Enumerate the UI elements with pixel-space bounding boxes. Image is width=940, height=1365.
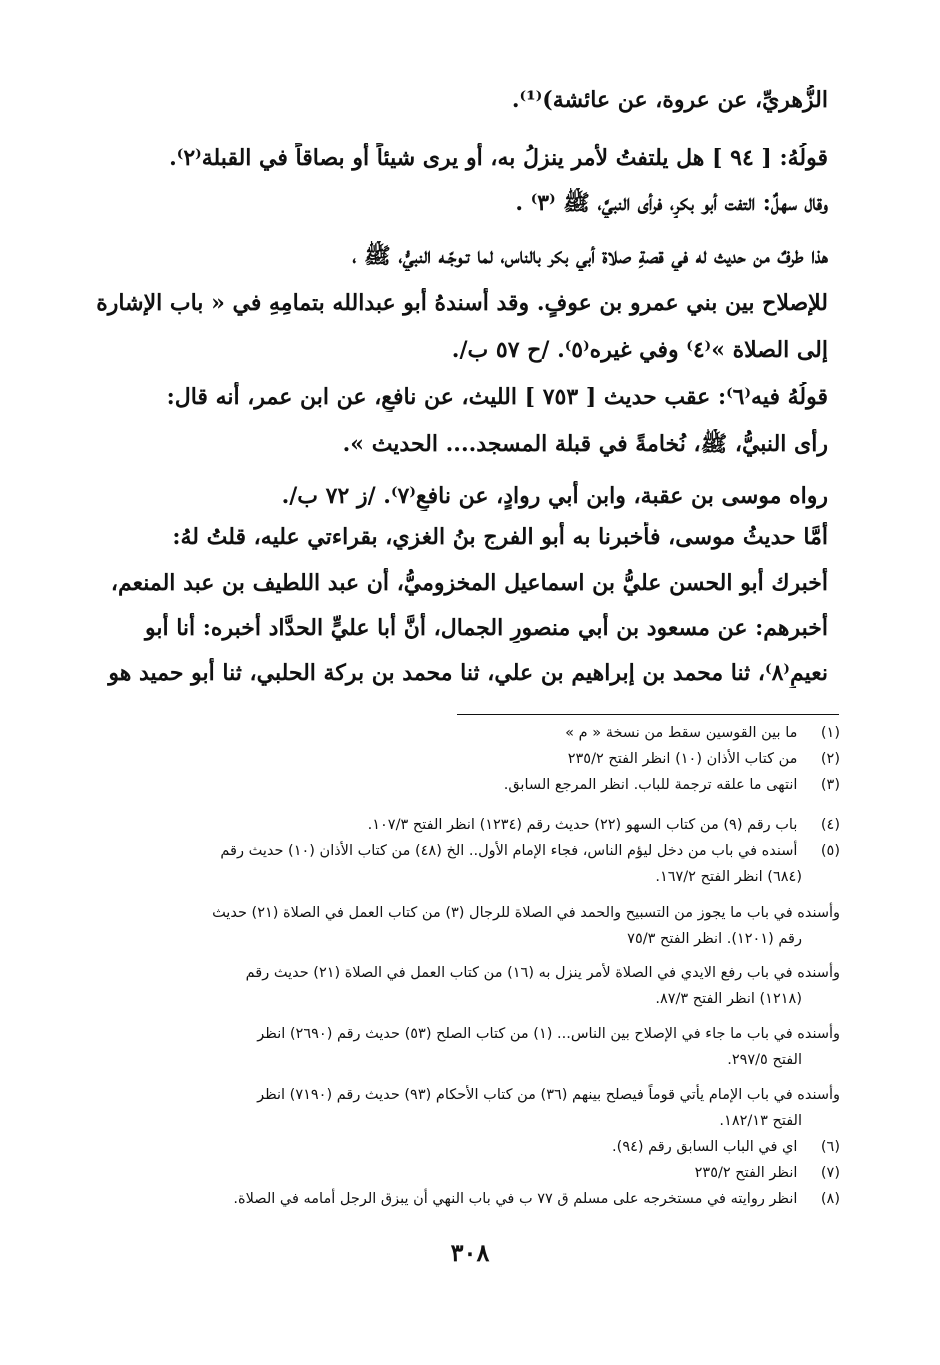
footnote-6 bbox=[85, 1134, 840, 1160]
footnote-7 bbox=[85, 1160, 840, 1186]
footnote-continuation: الفتح ١٨٢/١٣. bbox=[719, 1113, 802, 1129]
body-line-13: نعيمٍ⁽٨⁾، ثنا محمد بن إبراهيم بن علي، ثنا محمد بن بركة الحلبي، ثنا أبو حميد هو bbox=[108, 660, 828, 686]
body-line-11: أخبرك أبو الحسن عليُّ بن اسماعيل المخزوميُّ، أن عبد اللطيف بن عبد المنعم، bbox=[110, 570, 828, 596]
footnote-number: (١) bbox=[820, 725, 840, 741]
body-line-8: رأى النبيُّ، ﷺ، نُخامةً في قبلة المسجد.... الحديث ». bbox=[342, 431, 828, 457]
footnote-divider bbox=[457, 714, 839, 715]
footnote-continuation: وأسنده في باب الإمام يأتي قوماً فيصلح بينهم (٣٦) من كتاب الأحكام (٩٣) حديث رقم (٧١٩٠) انظر bbox=[257, 1087, 840, 1103]
footnote-1 bbox=[85, 720, 840, 746]
footnote-number: (٨) bbox=[820, 1191, 840, 1207]
footnote-text: من كتاب الأذان (١٠) انظر الفتح ٢٣٥/٢ bbox=[567, 751, 798, 767]
body-line-9: رواه موسى بن عقبة، وابن أبي روادٍ، عن نافعٍ⁽٧⁾. /ز ٧٢ ب/. bbox=[281, 483, 828, 509]
footnote-number: (٦) bbox=[820, 1139, 840, 1155]
footnote-continuation: الفتح ٢٩٧/٥. bbox=[727, 1052, 802, 1068]
body-line-3: وقال سهلٌ: التفت أبو بكرٍ، فرأى النبيَّ، ﷺ ⁽٣⁾ . bbox=[515, 190, 828, 216]
footnote-continuation: وأسنده في باب ما جاء في الإصلاح بين الناس... (١) من كتاب الصلح (٥٣) حديث رقم (٢٦٩٠) انظر bbox=[257, 1026, 840, 1042]
footnote-text: اي في الباب السابق رقم (٩٤). bbox=[612, 1139, 798, 1155]
footnote-text: انتهى ما علقه ترجمة للباب. انظر المرجع السابق. bbox=[503, 777, 798, 793]
footnote-continuation: رقم (١٢٠١). انظر الفتح ٧٥/٣ bbox=[627, 931, 802, 947]
body-line-4: هذا طرفٌ من حديث له في قصةِ صلاة أبي بكر بالناس، لما تـوجّـه النبيُّ، ﷺ ، bbox=[352, 243, 828, 269]
footnote-number: (٤) bbox=[820, 817, 840, 833]
footnote-continuation: وأسنده في باب رفع الايدي في الصلاة لأمر ينزل به (١٦) من كتاب العمل في الصلاة (٢١) حديث رقم bbox=[245, 965, 840, 981]
footnote-text: أسنده في باب من دخل ليؤم الناس، فجاء الإمام الأول.. الخ (٤٨) من كتاب الأذان (١٠) حديث رقم bbox=[220, 843, 798, 859]
footnote-continuation: (٦٨٤) انظر الفتح ١٦٧/٢. bbox=[655, 869, 802, 885]
body-line-2: قولُهُ: [ ٩٤ ] هل يلتفتُ لأمر ينزلُ به، أو يرى شيئاً أو بصاقاً في القبلة⁽٢⁾. bbox=[169, 145, 828, 171]
footnote-continuation: (١٢١٨) انظر الفتح ٨٧/٣. bbox=[655, 991, 802, 1007]
footnote-text: انظر الفتح ٢٣٥/٢ bbox=[694, 1165, 798, 1181]
footnote-2 bbox=[85, 746, 840, 772]
body-line-5: للإصلاح بين بني عمرو بن عوفٍ. وقد أسندهُ أبو عبدالله بتمامِهِ في « باب الإشارة bbox=[96, 290, 828, 316]
footnote-number: (٣) bbox=[820, 777, 840, 793]
body-line-12: أخبرهم: عن مسعود بن أبي منصورِ الجمال، أنَّ أبا عليٍّ الحدَّاد أخبره: أنا أبو bbox=[144, 615, 828, 641]
footnote-number: (٢) bbox=[820, 751, 840, 767]
body-line-10: أمَّا حديثُ موسى، فأخبرنا به أبو الفرج بنُ الغزي، بقراءتي عليه، قلتُ لهُ: bbox=[172, 524, 828, 550]
footnote-8 bbox=[85, 1186, 840, 1212]
body-line-1: الزُّهريِّ، عن عروة، عن عائشة)⁽¹⁾. bbox=[511, 87, 828, 113]
footnote-3 bbox=[85, 772, 840, 798]
body-line-7: قولُهُ فيه⁽٦⁾: عقب حديث [ ٧٥٣ ] الليث، عن نافعٍ، عن ابن عمر، أنه قال: bbox=[166, 384, 828, 410]
page-number: ٣٠٨ bbox=[450, 1238, 490, 1267]
footnote-text: انظر روايته في مستخرجه على مسلم ق ٧٧ ب في باب النهي أن يبزق الرجل أمامه في الصلاة. bbox=[233, 1191, 798, 1207]
footnote-4 bbox=[85, 812, 840, 838]
body-line-6: إلى الصلاة »⁽٤⁾ وفي غيره⁽٥⁾. /ح ٥٧ ب/. bbox=[451, 337, 828, 363]
footnote-text: ما بين القوسين سقط من نسخة « م » bbox=[565, 725, 798, 741]
footnote-number: (٧) bbox=[820, 1165, 840, 1181]
footnote-number: (٥) bbox=[820, 843, 840, 859]
footnote-5 bbox=[85, 838, 840, 864]
footnote-continuation: وأسنده في باب ما يجوز من التسبيح والحمد في الصلاة للرجال (٣) من كتاب العمل في الصلاة (٢١) حديث bbox=[212, 905, 840, 921]
footnote-text: باب رقم (٩) من كتاب السهو (٢٢) حديث رقم (١٢٣٤) انظر الفتح ١٠٧/٣. bbox=[367, 817, 798, 833]
